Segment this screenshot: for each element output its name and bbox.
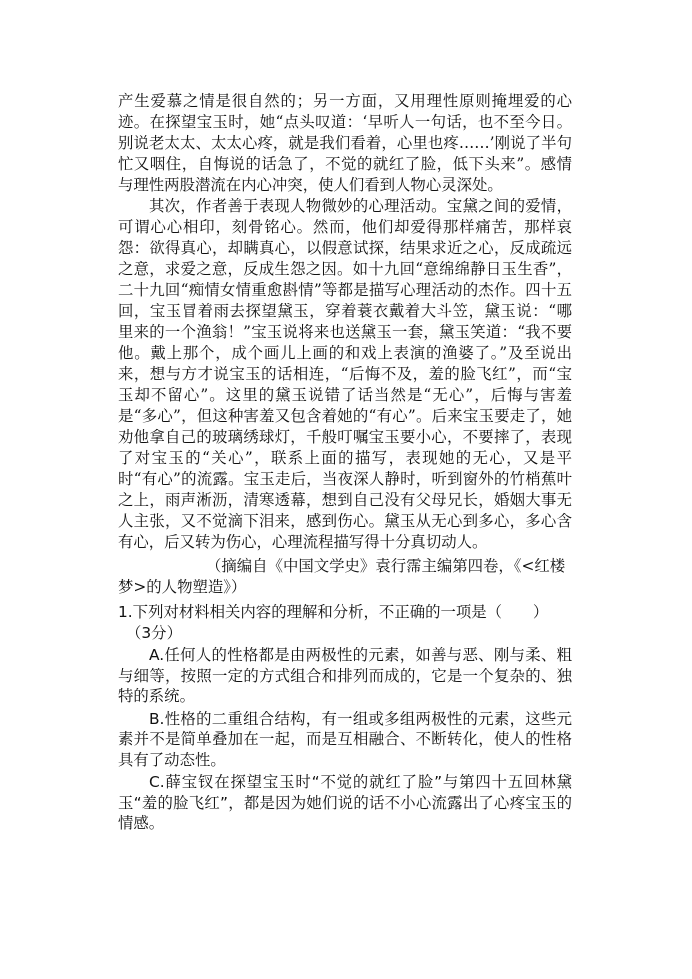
- article-paragraph-2: 其次，作者善于表现人物微妙的心理活动。宝黛之间的爱情，可谓心心相印，刻骨铭心。然而，他们却爱得那样痛苦，那样哀怨：欲得真心，却瞒真心，以假意试探，结果求近之心，反成疏远之意，求爱之意，反成生怨之因。如十九回“意绵绵静日玉生香”，二十九回“痴情女情重愈斟情”等都是描写心理活动的杰作。四十五回，宝玉冒着雨去探望黛玉，穿着蓑衣戴着大斗笠，黛玉说：“哪里来的一个渔翁！”宝玉说将来也送黛玉一套，黛玉笑道：“我不要他。戴上那个，成个画儿上画的和戏上表演的渔婆了。”及至说出来，想与方才说宝玉的话相连，“后悔不及，羞的脸飞红”，而“宝玉却不留心”。这里的黛玉说错了话当然是“无心”，后悔与害羞是“多心”，但这种害羞又包含着她的“有心”。后来宝玉要走了，她劝他拿自己的玻璃绣球灯，千般叮嘱宝玉要小心，不要摔了，表现了对宝玉的“关心”，联系上面的描写，表现她的无心，又是平时“有心”的流露。宝玉走后，当夜深人静时，听到窗外的竹梢蕉叶之上，雨声淅沥，清寒透幕，想到自己没有父母兄长，婚姻大事无人主张，又不觉滴下泪来，感到伤心。黛玉从无心到多心，多心含有心，后又转为伤心，心理流程描写得十分真切动人。: [118, 197, 572, 551]
- option-a: A.任何人的性格都是由两极性的元素，如善与恶、刚与柔、粗与细等，按照一定的方式组合和排列而成的，它是一个复杂的、独特的系统。: [118, 646, 572, 705]
- article-paragraph-1: 产生爱慕之情是很自然的；另一方面，又用理性原则掩埋爱的心迹。在探望宝玉时，她“点头叹道：‘早听人一句话，也不至今日。别说老太太、太太心疼，就是我们看着，心里也疼……’刚说了半句忙又咽住，自悔说的话急了，不觉的就红了脸，低下头来”。感情与理性两股潜流在内心冲突，使人们看到人物心灵深处。: [118, 92, 572, 194]
- article-citation: （摘编自《中国文学史》袁行霈主编第四卷，《<红楼梦>的人物塑造》）: [118, 557, 566, 596]
- document-page: [118, 91, 572, 834]
- question-stem: 1.下列对材料相关内容的理解和分析，不正确的一项是（ ）: [118, 603, 549, 621]
- option-b: B.性格的二重组合结构，有一组或多组两极性的元素，这些元素并不是简单叠加在一起，而是互相融合、不断转化，使人的性格具有了动态性。: [118, 709, 572, 769]
- option-c: C.薛宝钗在探望宝玉时“不觉的就红了脸”与第四十五回林黛玉“羞的脸飞红”，都是因为她们说的话不小心流露出了心疼宝玉的情感。: [118, 773, 572, 832]
- question-score: （3分）: [126, 623, 182, 642]
- question-1: [118, 602, 572, 643]
